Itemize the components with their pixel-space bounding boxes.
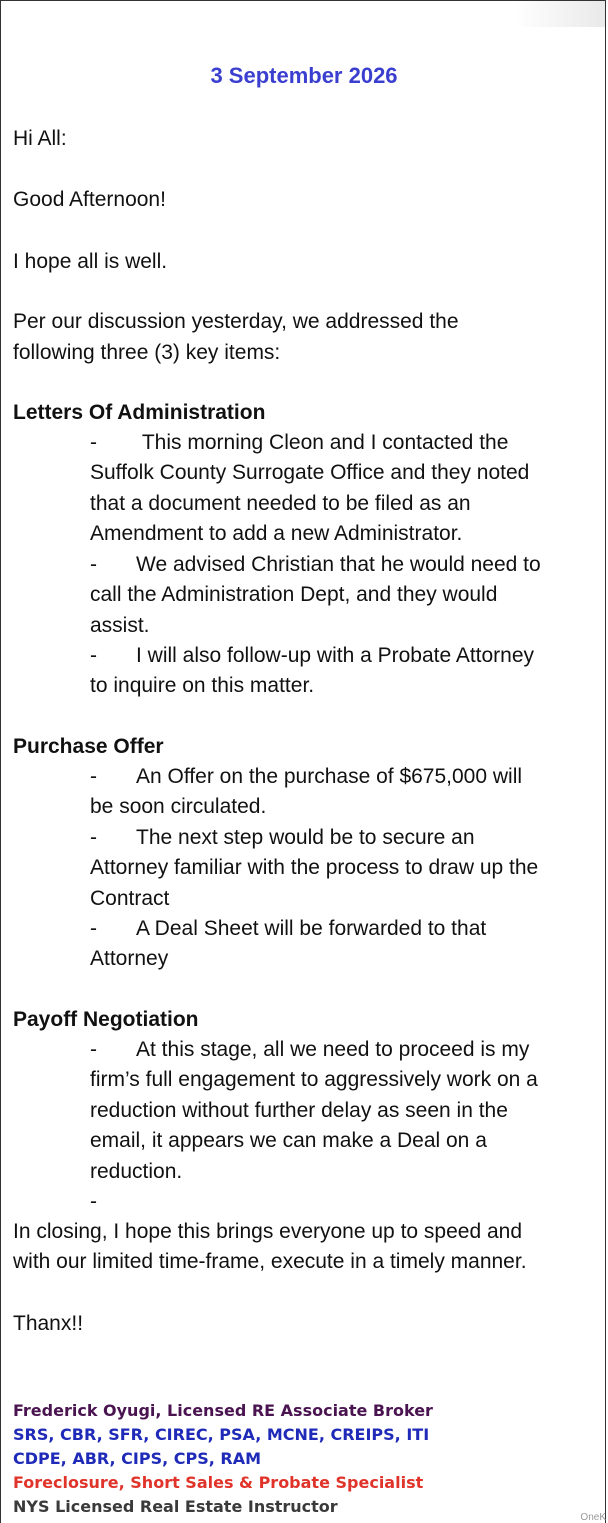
bullet-item — [90, 1035, 600, 1187]
bullet-text: call the Administration Dept, and they would — [90, 583, 498, 607]
bullet-text: Attorney familiar with the process to draw up the — [90, 856, 539, 880]
bullet-text: Suffolk County Surrogate Office and they noted — [90, 461, 530, 485]
bullet-dash: - — [90, 1190, 97, 1213]
closing-line: with our limited time-frame, execute in a timely manner. — [13, 1250, 527, 1273]
bullet-dash: - — [90, 1038, 97, 1061]
signature-specialty: Foreclosure, Short Sales & Probate Specialist — [13, 1473, 424, 1492]
bullet-item — [90, 914, 600, 975]
bullet-text: The next step would be to secure an — [136, 826, 475, 849]
bullet-text: Amendment to add a new Administrator. — [90, 522, 463, 546]
wellness-line: I hope all is well. — [13, 250, 168, 273]
bullet-text: assist. — [90, 613, 150, 637]
bullet-item — [90, 641, 600, 702]
intro-line: Per our discussion yesterday, we addressed the — [13, 310, 459, 333]
bullet-text: Attorney — [90, 947, 169, 971]
signature-credentials: SRS, CBR, SFR, CIREC, PSA, MCNE, CREIPS, ITI — [13, 1425, 430, 1444]
signature-credentials: CDPE, ABR, CIPS, CPS, RAM — [13, 1449, 262, 1468]
bullet-text: We advised Christian that he would need to — [136, 553, 541, 576]
bullet-text: I will also follow-up with a Probate Attorney — [136, 644, 535, 667]
bullet-text: An Offer on the purchase of $675,000 will — [136, 765, 523, 788]
bullet-dash: - — [90, 826, 97, 849]
bullet-dash: - — [90, 644, 97, 667]
salutation: Good Afternoon! — [13, 188, 166, 211]
section-heading-purchase-offer: Purchase Offer — [13, 735, 164, 758]
bullet-text: be soon circulated. — [90, 795, 267, 819]
bullet-text: reduction. — [90, 1159, 183, 1183]
signature-instructor: NYS Licensed Real Estate Instructor — [13, 1497, 338, 1516]
bullet-text: Contract — [90, 886, 170, 910]
letter-date: 3 September 2026 — [210, 63, 398, 88]
bullet-text: firm’s full engagement to aggressively work on a — [90, 1068, 538, 1092]
section-heading-letters-of-administration: Letters Of Administration — [13, 401, 266, 424]
signature-name: Frederick Oyugi, Licensed RE Associate Broker — [13, 1401, 433, 1420]
closing-line: In closing, I hope this brings everyone up to speed and — [13, 1220, 523, 1243]
bullet-text: to inquire on this matter. — [90, 674, 315, 698]
intro-line: following three (3) key items: — [13, 341, 281, 364]
bullet-dash: - — [90, 917, 97, 940]
bullet-text: A Deal Sheet will be forwarded to that — [136, 917, 487, 940]
bullet-text: This morning Cleon and I contacted the — [141, 431, 509, 454]
corner-watermark: OneK — [580, 1512, 606, 1523]
signoff: Thanx!! — [13, 1312, 84, 1335]
empty-bullet — [90, 1187, 600, 1217]
bullet-text: At this stage, all we need to proceed is my — [136, 1038, 530, 1061]
bullet-dash: - — [90, 765, 97, 788]
bullet-item — [90, 550, 600, 641]
top-shadow — [515, 1, 605, 27]
bullet-dash: - — [90, 431, 97, 454]
greeting: Hi All: — [13, 127, 67, 150]
bullet-item — [90, 823, 600, 914]
bullet-item — [90, 428, 600, 550]
bullet-text: email, it appears we can make a Deal on a — [90, 1129, 487, 1153]
bullet-text: reduction without further delay as seen in the — [90, 1098, 508, 1122]
bullet-text: that a document needed to be filed as an — [90, 491, 471, 515]
bullet-dash: - — [90, 553, 97, 576]
bullet-item — [90, 762, 600, 823]
section-heading-payoff-negotiation: Payoff Negotiation — [13, 1008, 199, 1031]
